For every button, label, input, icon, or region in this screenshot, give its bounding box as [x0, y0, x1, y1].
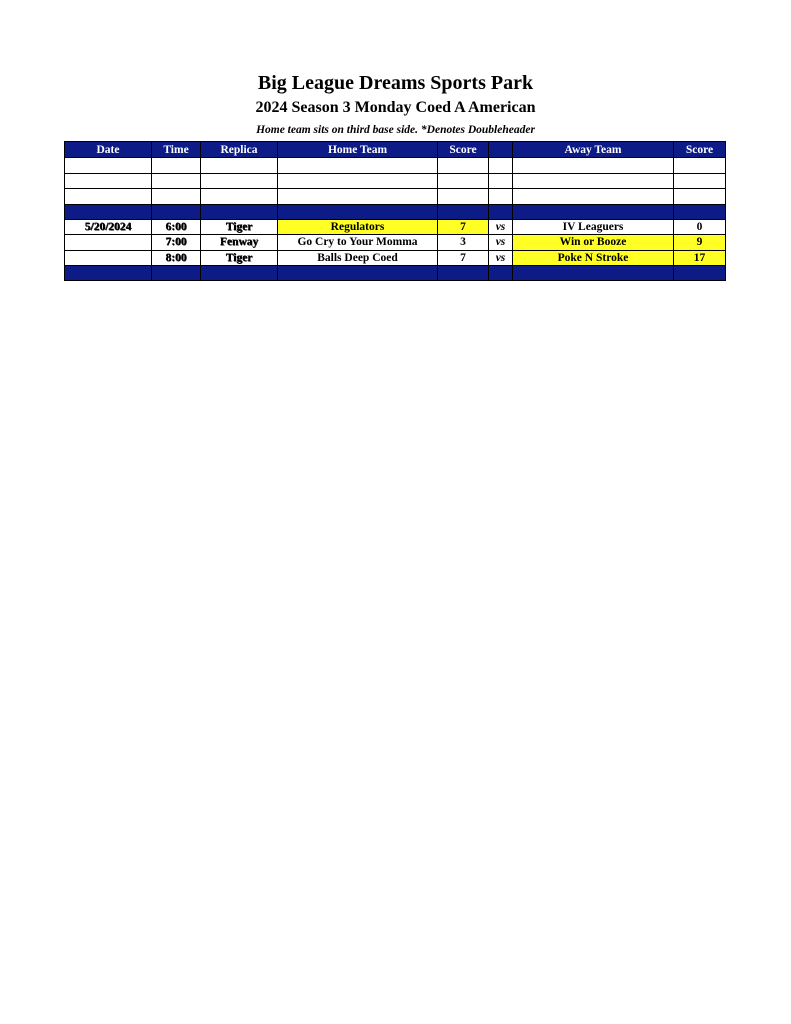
- empty-row: [65, 189, 726, 205]
- home-team: Go Cry to Your Momma: [278, 235, 438, 251]
- separator-row: [65, 266, 726, 281]
- separator-row: [65, 204, 726, 219]
- game-time: 6:00: [152, 219, 201, 235]
- home-score: 7: [438, 219, 489, 235]
- home-team: Balls Deep Coed: [278, 250, 438, 266]
- vs-label: vs: [489, 219, 513, 235]
- vs-label: vs: [489, 250, 513, 266]
- empty-row: [65, 158, 726, 174]
- away-score: 9: [674, 235, 726, 251]
- home-team: Regulators: [278, 219, 438, 235]
- game-date: [65, 250, 152, 266]
- col-header-time: Time: [152, 142, 201, 158]
- home-score: 3: [438, 235, 489, 251]
- table-row: [65, 250, 726, 266]
- empty-row: [65, 173, 726, 189]
- away-team: IV Leaguers: [513, 219, 674, 235]
- schedule-note: Home team sits on third base side. *Denotes Doubleheader: [256, 124, 535, 136]
- game-time: 7:00: [152, 235, 201, 251]
- table-row: [65, 235, 726, 251]
- game-field: Tiger: [201, 250, 278, 266]
- col-header-date: Date: [65, 142, 152, 158]
- table-row: [65, 219, 726, 235]
- col-header-replica: Replica: [201, 142, 278, 158]
- away-team: Win or Booze: [513, 235, 674, 251]
- schedule-table: [64, 141, 726, 281]
- col-header-vs: [489, 142, 513, 158]
- col-header-home-score: Score: [438, 142, 489, 158]
- game-field: Tiger: [201, 219, 278, 235]
- page-title: Big League Dreams Sports Park: [257, 72, 534, 94]
- away-score: 17: [674, 250, 726, 266]
- game-time: 8:00: [152, 250, 201, 266]
- away-score: 0: [674, 219, 726, 235]
- vs-label: vs: [489, 235, 513, 251]
- away-team: Poke N Stroke: [513, 250, 674, 266]
- game-date: [65, 235, 152, 251]
- table-header-row: [65, 142, 726, 158]
- page-subtitle: 2024 Season 3 Monday Coed A American: [255, 99, 536, 116]
- game-date: 5/20/2024: [65, 219, 152, 235]
- game-field: Fenway: [201, 235, 278, 251]
- col-header-away-team: Away Team: [513, 142, 674, 158]
- home-score: 7: [438, 250, 489, 266]
- col-header-away-score: Score: [674, 142, 726, 158]
- col-header-home-team: Home Team: [278, 142, 438, 158]
